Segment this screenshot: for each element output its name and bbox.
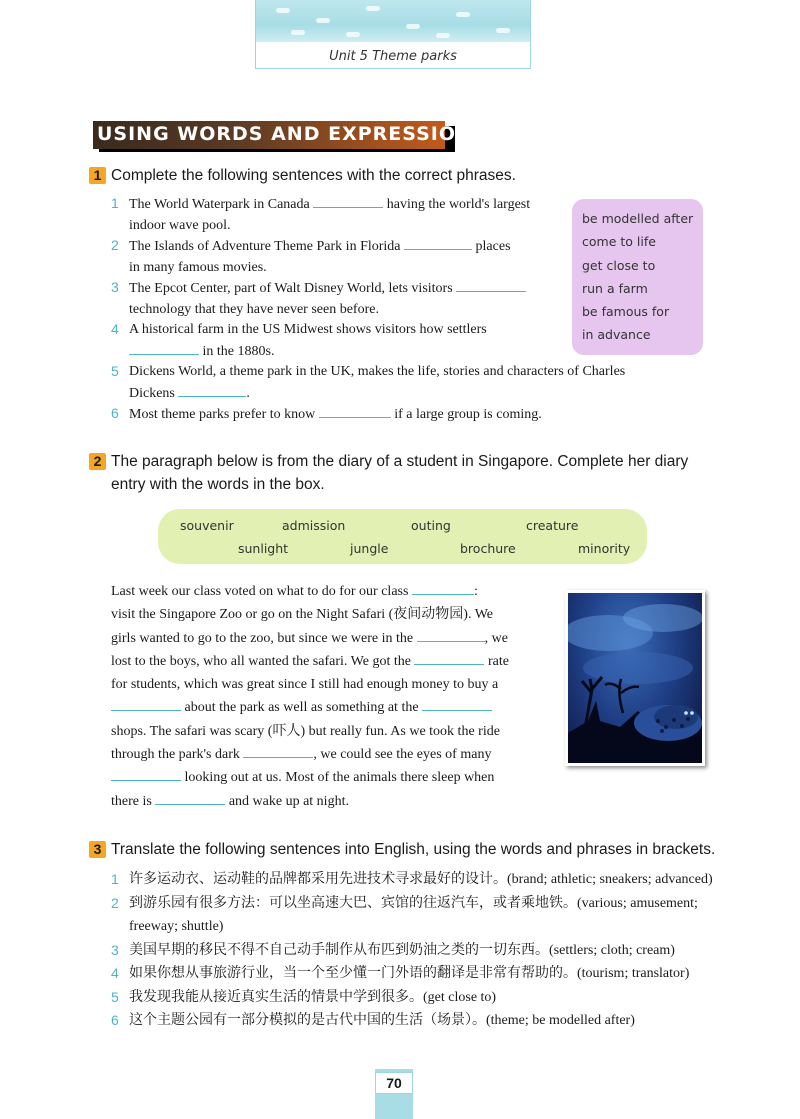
translation-item: 3 美国早期的移民不得不自己动手制作从布匹到奶油之类的一切东西。(settlers; cloth; cream) [111, 941, 675, 958]
unit-header-tab [255, 0, 531, 69]
answer-blank[interactable] [414, 650, 484, 665]
phrase-box [572, 199, 703, 355]
answer-blank[interactable] [243, 743, 313, 758]
task-2-instruction: The paragraph below is from the diary of a student in Singapore. Complete her diary entry with the words in the box. [111, 453, 689, 493]
diary-paragraph: Last week our class voted on what to do for our class : visit the Singapore Zoo or go on the Night Safari (夜间动物园). We girls wanted to go to the zoo, but since we were in the , we lost to the boys, who all wanted the safari. We got the rate for students, which was great since I still had enough money to buy a about the park as well as something at the shops. The safari was scary (吓人) but really fun. As we took the ride through the park's dark , we could see the eyes of many looking out at us. Most of the animals there sleep when there is and wake up at night. [111, 580, 551, 813]
phrase-item: be famous for [582, 304, 670, 320]
header-decorative-band [256, 0, 530, 42]
phrase-item: be modelled after [582, 211, 694, 226]
task1-sentence-5: 5 Dickens World, a theme park in the UK, makes the life, stories and characters of Charles Dickens . [111, 363, 626, 401]
task-1-number: 1 [89, 167, 106, 184]
word-item: admission [282, 518, 346, 533]
answer-blank[interactable] [456, 277, 526, 292]
phrase-item: come to life [582, 234, 656, 250]
answer-blank[interactable] [412, 580, 474, 595]
task-3-instruction: Translate the following sentences into English, using the words and phrases in brackets. [111, 841, 716, 858]
section-title: USING WORDS AND EXPRESSIONS [97, 123, 488, 145]
unit-label: Unit 5 Theme parks [329, 49, 457, 64]
phrase-item: in advance [582, 327, 651, 343]
section-banner [93, 118, 488, 152]
task1-sentence-1: 1 The World Waterpark in Canada having the world's largest indoor wave pool. [111, 195, 531, 233]
phrase-item: get close to [582, 257, 656, 273]
answer-blank[interactable] [417, 627, 485, 642]
word-item: minority [578, 541, 631, 556]
task1-sentence-2: 2 The Islands of Adventure Theme Park in Florida places in many famous movies. [111, 237, 511, 275]
translation-list [111, 868, 731, 1033]
answer-blank[interactable] [404, 235, 472, 250]
word-item: outing [411, 518, 451, 533]
word-item: jungle [350, 541, 389, 556]
answer-blank[interactable] [178, 382, 246, 397]
translation-item: 1 许多运动衣、运动鞋的品牌都采用先进技术寻求最好的设计。(brand; athletic; sneakers; advanced) [111, 871, 713, 887]
answer-blank[interactable] [111, 766, 181, 781]
night-safari-photo [565, 590, 705, 766]
translation-item: 5 我发现我能从接近真实生活的情景中学到很多。(get close to) [111, 988, 497, 1005]
task1-sentence-6: 6 Most theme parks prefer to know if a large group is coming. [111, 405, 542, 422]
answer-blank[interactable] [422, 696, 492, 711]
answer-blank[interactable] [111, 696, 181, 711]
answer-blank[interactable] [319, 403, 391, 418]
page-number: 70 [375, 1072, 413, 1094]
translation-item: 2 到游乐园有很多方法：可以坐高速大巴、宾馆的往返汽车，或者乘地铁。(various; amusement; freeway; shuttle) [111, 894, 698, 934]
answer-blank[interactable] [155, 790, 225, 805]
word-item: sunlight [238, 541, 289, 556]
word-item: brochure [460, 541, 516, 556]
task-1-instruction: Complete the following sentences with the correct phrases. [111, 167, 516, 184]
task1-sentence-4: 4 A historical farm in the US Midwest shows visitors how settlers in the 1880s. [111, 321, 487, 359]
word-item: creature [526, 518, 579, 533]
task-3-number: 3 [89, 841, 106, 858]
night-safari-illustration [568, 593, 702, 763]
task-2-number: 2 [89, 453, 106, 470]
phrase-item: run a farm [582, 280, 648, 296]
answer-blank[interactable] [129, 340, 199, 355]
answer-blank[interactable] [313, 193, 383, 208]
translation-item: 4 如果你想从事旅游行业，当一个至少懂一门外语的翻译是非常有帮助的。(tourism; translator) [111, 965, 690, 981]
translation-item: 6 这个主题公园有一部分模拟的是古代中国的生活（场景）。(theme; be modelled after) [111, 1012, 635, 1028]
word-box [158, 509, 647, 564]
task1-sentence-3: 3 The Epcot Center, part of Walt Disney World, lets visitors technology that they have never seen before. [111, 277, 561, 320]
word-item: souvenir [180, 518, 234, 533]
